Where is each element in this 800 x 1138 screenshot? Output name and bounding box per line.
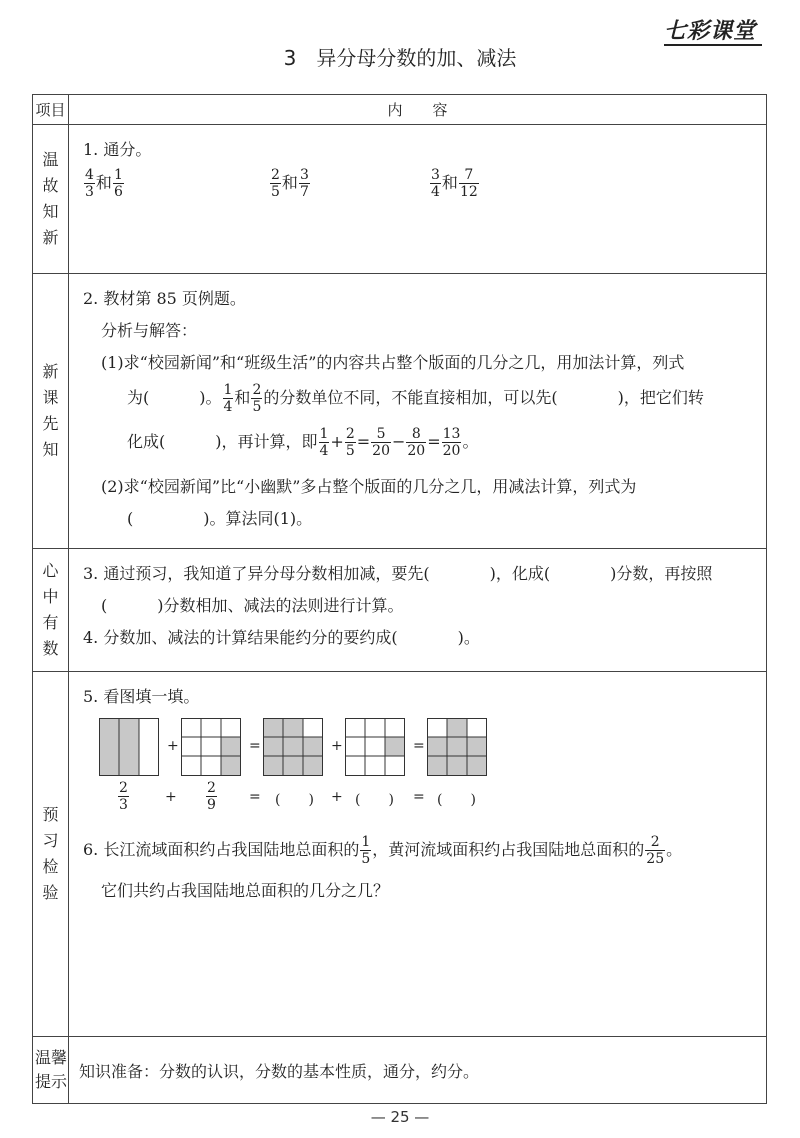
grid-ninths-a xyxy=(181,718,241,776)
section-label-check: 预习检验 xyxy=(33,672,69,1037)
q2-p1-line3: 化成( )，再计算，即 $\frac{1}{4}$ + $\frac{2}{5}$ = $\frac{5}{20}$ − $\frac{8}{20}$ = $\frac{13}{20}$ 。 xyxy=(127,426,479,459)
brand-logo xyxy=(664,14,764,44)
header-row xyxy=(33,95,767,125)
page-number: — 25 — xyxy=(370,1108,430,1126)
q2-head: 2. 教材第 85 页例题。 xyxy=(83,289,246,308)
tip-text: 知识准备：分数的认识，分数的基本性质，通分，约分。 xyxy=(79,1062,480,1081)
op-equal-2: = xyxy=(413,738,425,754)
grid-thirds xyxy=(99,718,159,776)
label-frac-2-9: $\frac{2}{9}$ xyxy=(207,780,216,813)
q6-line1: 6. 长江流域面积约占我国陆地总面积的 $\frac{1}{5}$ ，黄河流域面积约占我国陆地总面积的 $\frac{2}{25}$ 。 xyxy=(83,834,683,867)
section-tip xyxy=(69,1037,767,1104)
label-plus-2: + xyxy=(331,789,343,805)
section-preview xyxy=(69,274,767,549)
section-check xyxy=(69,672,767,1037)
q2-p1-line1: (1)求“校园新闻”和“班级生活”的内容共占整个版面的几分之几，用加法计算，列式 xyxy=(101,353,685,372)
section-notes xyxy=(69,549,767,672)
q3-line1: 3. 通过预习，我知道了异分母分数相加减，要先( )，化成( )分数，再按照 xyxy=(83,564,713,583)
brand-text: 七彩课堂 xyxy=(664,19,757,44)
op-plus-1: + xyxy=(167,738,179,754)
label-blank-2: ( ) xyxy=(355,792,394,808)
q6-line2: 它们共约占我国陆地总面积的几分之几？ xyxy=(101,881,390,900)
grid-ninths-c xyxy=(345,718,405,776)
q1-text: 1. 通分。 xyxy=(83,140,152,159)
q5-text: 5. 看图填一填。 xyxy=(83,687,200,706)
q2-p2-line1: (2)求“校园新闻”比“小幽默”多占整个版面的几分之几，用减法计算，列式为 xyxy=(101,477,637,496)
header-project: 项目 xyxy=(33,95,69,125)
section-label-notes: 心中有数 xyxy=(33,549,69,672)
q1-pair-3: $\frac{3}{4}$ 和 $\frac{7}{12}$ xyxy=(431,167,478,200)
section-label-preview: 新课先知 xyxy=(33,274,69,549)
section-label-review: 温故知新 xyxy=(33,125,69,274)
label-equal-1: = xyxy=(249,789,261,805)
label-blank-3: ( ) xyxy=(437,792,476,808)
op-plus-2: + xyxy=(331,738,343,754)
q2-p1-line2: 为( )。 $\frac{1}{4}$ 和 $\frac{2}{5}$ 的分数单位不同，不能直接相加，可以先( )，把它们转 xyxy=(127,382,704,415)
label-equal-2: = xyxy=(413,789,425,805)
worksheet-table xyxy=(32,94,767,1104)
page-title: 3 异分母分数的加、减法 xyxy=(283,46,517,70)
q4-line: 4. 分数加、减法的计算结果能约分的要约成( )。 xyxy=(83,628,480,647)
q2-p2-line2: ( )。算法同(1)。 xyxy=(127,509,313,528)
label-plus-1: + xyxy=(165,789,177,805)
q2-analysis: 分析与解答： xyxy=(101,321,198,340)
section-review xyxy=(69,125,767,274)
grid-ninths-d xyxy=(427,718,487,776)
op-equal-1: = xyxy=(249,738,261,754)
q1-pair-1: $\frac{4}{3}$ 和 $\frac{1}{6}$ xyxy=(85,167,123,200)
section-label-tip: 温馨提示 xyxy=(33,1037,69,1104)
q3-line2: ( )分数相加、减法的法则进行计算。 xyxy=(101,596,404,615)
label-blank-1: ( ) xyxy=(275,792,314,808)
grid-ninths-b xyxy=(263,718,323,776)
q1-pair-2: $\frac{2}{5}$ 和 $\frac{3}{7}$ xyxy=(271,167,309,200)
label-frac-2-3: $\frac{2}{3}$ xyxy=(119,780,128,813)
header-content: 内 容 xyxy=(69,95,767,125)
